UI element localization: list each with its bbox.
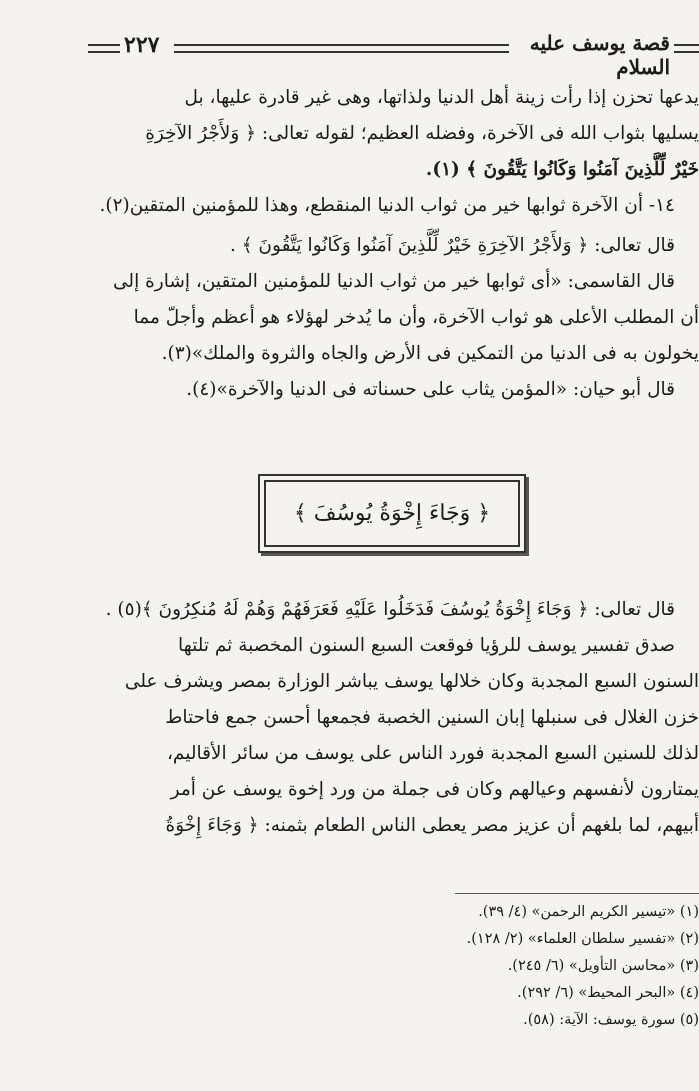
text-block-bottom bbox=[19, 592, 699, 844]
paragraph-7 bbox=[19, 628, 699, 844]
header-rule-main bbox=[174, 44, 509, 46]
text-line: صدق تفسير يوسف للرؤيا فوقعت السبع السنون المخصبة ثم تلتها bbox=[177, 635, 675, 656]
text-line: قال أبو حيان: «المؤمن يثاب على حسناته فى الدنيا والآخرة»(٤). bbox=[186, 379, 675, 400]
text-line: أن المطلب الأعلى هو ثواب الآخرة، وأن ما يُدخر لهؤلاء هو أعظم وأجلّ مما bbox=[133, 307, 699, 328]
paragraph-3 bbox=[19, 228, 699, 264]
paragraph-2 bbox=[19, 188, 699, 224]
text-block-top bbox=[19, 80, 699, 224]
text-line: أبيهم، لما بلغهم أن عزيز مصر يعطى الناس الطعام بثمنه: ﴿ وَجَاءَ إِخْوَةُ bbox=[165, 815, 699, 836]
footnote: (٥) سورة يوسف: الآية: (٥٨). bbox=[523, 1012, 699, 1028]
text-line: ١٤- أن الآخرة ثوابها خير من ثواب الدنيا المنقطع، وهذا للمؤمنين المتقين(٢). bbox=[99, 195, 675, 216]
paragraph-6 bbox=[19, 592, 699, 628]
footnote: (٤) «البحر المحيط» (٦/ ٢٩٢). bbox=[517, 985, 699, 1001]
footnote: (١) «تيسير الكريم الرحمن» (٤/ ٣٩). bbox=[478, 904, 699, 920]
text-line: لذلك للسنين السبع المجدبة فورد الناس على يوسف من سائر الأقاليم، bbox=[166, 743, 699, 764]
header-rule-left bbox=[88, 44, 120, 46]
paragraph-4 bbox=[19, 264, 699, 372]
text-line: يخولون به فى الدنيا من التمكين فى الأرض والجاه والثروة والملك»(٣). bbox=[161, 343, 699, 364]
text-line: قال تعالى: ﴿ وَلأَجْرُ الآخِرَةِ خَيْرٌ لِّلَّذِينَ آمَنُوا وَكَانُوا يَتَّقُونَ ﴾ . bbox=[229, 235, 675, 256]
text-line: يدعها تحزن إذا رأت زينة أهل الدنيا ولذاتها، وهى غير قادرة عليها، بل bbox=[184, 87, 699, 108]
text-block-middle bbox=[19, 228, 699, 408]
footnote-separator bbox=[455, 893, 699, 894]
footnote: (٣) «محاسن التأويل» (٦/ ٢٤٥). bbox=[507, 958, 699, 974]
text-line: السنون السبع المجدبة وكان خلالها يوسف يباشر الوزارة بمصر ويشرف على bbox=[124, 671, 699, 692]
text-line: قال تعالى: ﴿ وَجَاءَ إِخْوَةُ يُوسُفَ فَدَخَلُوا عَلَيْهِ فَعَرَفَهُمْ وَهُمْ لَهُ مُنكِرُونَ ﴾(٥) . bbox=[105, 599, 675, 620]
section-heading-frame bbox=[258, 474, 526, 553]
paragraph-5 bbox=[19, 372, 699, 408]
footnotes bbox=[399, 899, 699, 1034]
page-number: ٢٢٧ bbox=[124, 32, 160, 58]
text-line: يسليها بثواب الله فى الآخرة، وفضله العظيم؛ لقوله تعالى: ﴿ وَلأَجْرُ الآخِرَةِ bbox=[145, 123, 699, 144]
text-line: خَيْرٌ لِّلَّذِينَ آمَنُوا وَكَانُوا يَتَّقُونَ ﴾ (١). bbox=[425, 159, 699, 180]
paragraph-1 bbox=[19, 80, 699, 188]
section-heading: ﴿ وَجَاءَ إِخْوَةُ يُوسُفَ ﴾ bbox=[264, 480, 520, 547]
page-header bbox=[0, 31, 699, 79]
footnote: (٢) «تفسير سلطان العلماء» (٢/ ١٢٨). bbox=[466, 931, 699, 947]
text-line: قال القاسمى: «أى ثوابها خير من ثواب الدنيا للمؤمنين المتقين، إشارة إلى bbox=[113, 271, 675, 292]
text-line: خزن الغلال فى سنبلها إبان السنين الخصبة فجمعها أحسن جمع فاحتاط bbox=[165, 707, 699, 728]
text-line: يمتارون لأنفسهم وعيالهم وكان فى جملة من ورد إخوة يوسف عن أمر bbox=[170, 779, 699, 800]
running-title: قصة يوسف عليه السلام bbox=[529, 31, 670, 79]
header-rule-right bbox=[674, 44, 699, 46]
